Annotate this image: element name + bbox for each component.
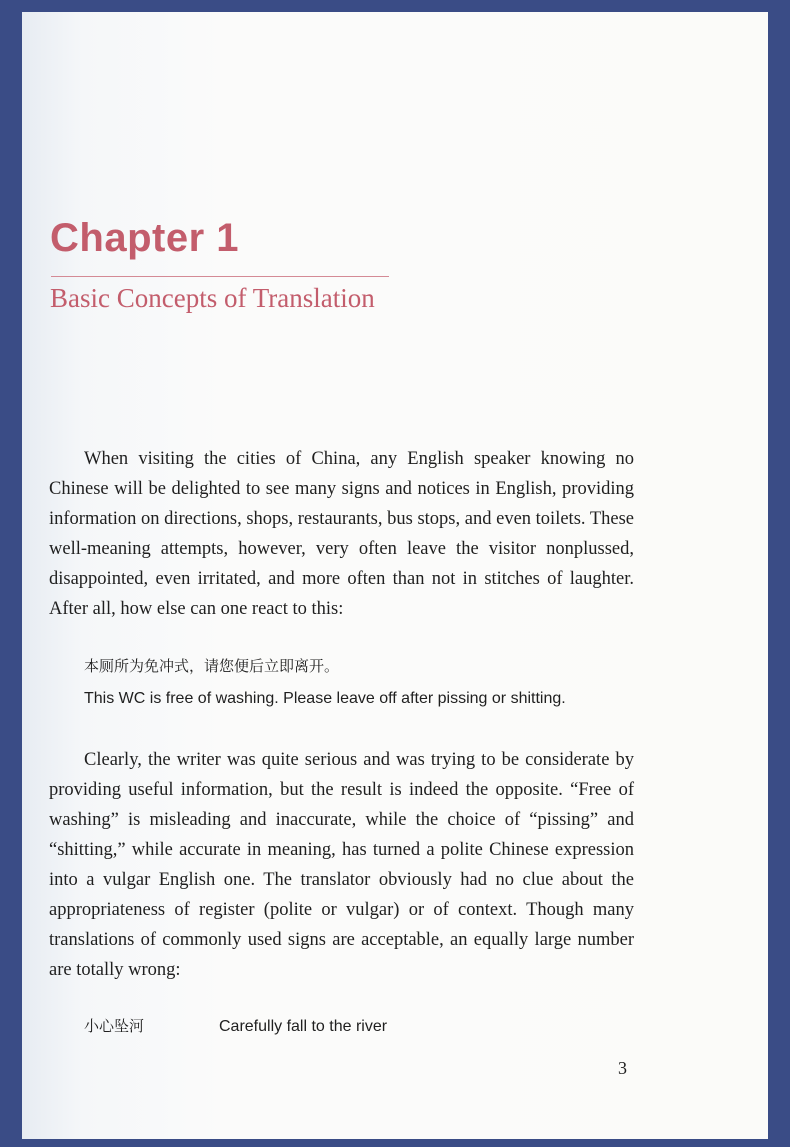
example-sign-chinese-2: 小心坠河: [84, 1017, 145, 1035]
chapter-number-heading: Chapter 1: [50, 216, 239, 260]
chapter-title: Basic Concepts of Translation: [50, 283, 375, 313]
chapter-divider: [51, 276, 389, 277]
body-paragraph-intro: When visiting the cities of China, any English speaker knowing no Chinese will be delighted to see many signs and notices in English, providing information on directions, shops, restaurants, bus stops, and even toilets. These well-meaning attempts, however, very often leave the visitor nonplussed, disappointed, even irritated, and more often than not in stitches of laughter. After all, how else can one react to this:: [49, 449, 634, 619]
example-sign-english-2: Carefully fall to the river: [219, 1018, 388, 1035]
body-paragraph-analysis: Clearly, the writer was quite serious and was trying to be considerate by providing useful information, but the result is indeed the opposite. “Free of washing” is misleading and inaccurate, while the choice of “pissing” and “shitting,” while accurate in meaning, has turned a polite Chinese expression into a vulgar English one. The translator obviously had no clue about the appropriateness of register (polite or vulgar) or of context. Though many translations of commonly used signs are acceptable, an equally large number are totally wrong:: [49, 750, 634, 980]
page-number: 3: [618, 1058, 627, 1078]
example-sign-english: This WC is free of washing. Please leave off after pissing or shitting.: [84, 690, 566, 707]
example-sign-chinese: 本厕所为免冲式，请您便后立即离开。: [84, 657, 340, 675]
book-page: [22, 12, 768, 1139]
example-sign-row: [84, 1015, 387, 1036]
